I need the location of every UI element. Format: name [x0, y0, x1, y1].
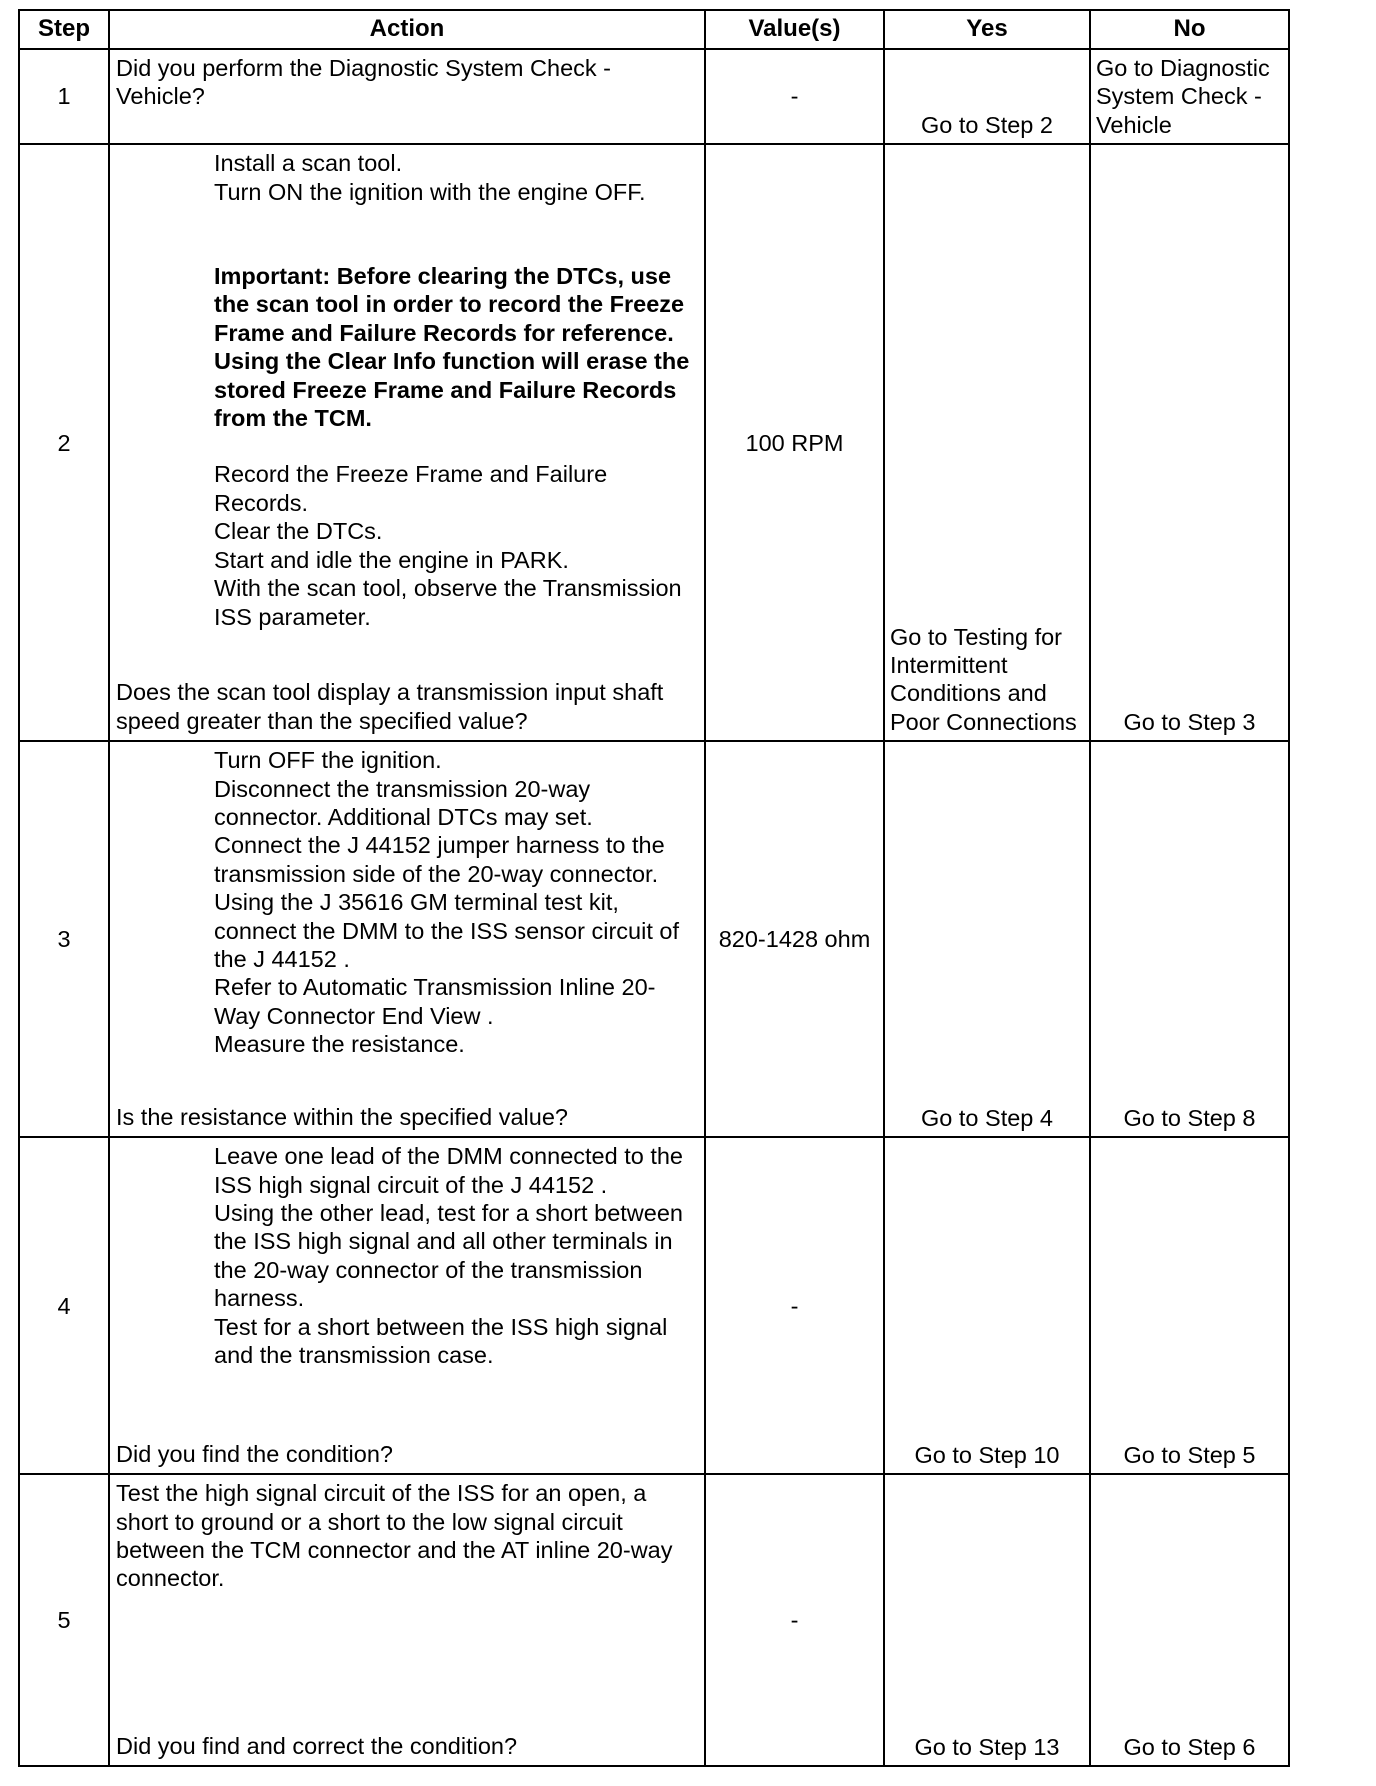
value-cell: 100 RPM — [705, 144, 884, 741]
action-cell — [109, 1137, 705, 1474]
action-line: Using the other lead, test for a short between the ISS high signal and all other terminals in the 20-way connector of the transmission harness. — [214, 1200, 683, 1312]
action-text: Test the high signal circuit of the ISS for an open, a short to ground or a short to the low signal circuit between the TCM connector and the AT inline 20-way connector. — [116, 1480, 673, 1592]
header-row — [19, 10, 1289, 49]
action-line: Leave one lead of the DMM connected to the ISS high signal circuit of the J 44152 . — [214, 1143, 684, 1198]
no-cell: Go to Diagnostic System Check - Vehicle — [1090, 49, 1289, 144]
yes-cell: Go to Step 10 — [884, 1137, 1090, 1474]
no-cell: Go to Step 6 — [1090, 1474, 1289, 1766]
action-line: Install a scan tool. — [214, 150, 403, 177]
action-line: Using the J 35616 GM terminal test kit, connect the DMM to the ISS sensor circuit of the J 44152 . — [214, 889, 679, 973]
diagnostic-table — [18, 9, 1290, 1767]
header-no: No — [1090, 10, 1289, 49]
step-number: 4 — [19, 1137, 109, 1474]
yes-cell: Go to Testing for Intermittent Conditions and Poor Connections — [884, 144, 1090, 741]
action-line: Turn OFF the ignition. — [214, 747, 442, 774]
yes-cell: Go to Step 2 — [884, 49, 1090, 144]
table-row — [19, 741, 1289, 1137]
action-cell — [109, 1474, 705, 1766]
header-values: Value(s) — [705, 10, 884, 49]
action-line: Start and idle the engine in PARK. — [214, 546, 569, 573]
header-step: Step — [19, 10, 109, 49]
action-line: Clear the DTCs. — [214, 518, 383, 545]
action-line: Connect the J 44152 jumper harness to the transmission side of the 20-way connector. — [214, 832, 665, 887]
value-cell: - — [705, 1474, 884, 1766]
action-line: Record the Freeze Frame and Failure Records. — [214, 461, 608, 516]
question-text: Did you find and correct the condition? — [116, 1732, 518, 1759]
table-row — [19, 49, 1289, 144]
step-number: 3 — [19, 741, 109, 1137]
action-line: With the scan tool, observe the Transmission ISS parameter. — [214, 575, 682, 630]
action-line: Refer to Automatic Transmission Inline 20-Way Connector End View . — [214, 974, 656, 1029]
no-cell: Go to Step 5 — [1090, 1137, 1289, 1474]
step-number: 1 — [19, 49, 109, 144]
question-text: Did you find the condition? — [116, 1440, 393, 1467]
action-cell — [109, 49, 705, 144]
action-line: Disconnect the transmission 20-way connector. Additional DTCs may set. — [214, 775, 593, 831]
header-action: Action — [109, 10, 705, 49]
question-text: Is the resistance within the specified value? — [116, 1103, 568, 1130]
action-line: Measure the resistance. — [214, 1031, 465, 1058]
no-cell: Go to Step 8 — [1090, 741, 1289, 1137]
step-number: 5 — [19, 1474, 109, 1766]
yes-cell: Go to Step 13 — [884, 1474, 1090, 1766]
table-row — [19, 144, 1289, 741]
value-cell: - — [705, 49, 884, 144]
yes-cell: Go to Step 4 — [884, 741, 1090, 1137]
action-line: Turn ON the ignition with the engine OFF. — [214, 178, 646, 205]
table-row — [19, 1474, 1289, 1766]
question-text: Does the scan tool display a transmission input shaft speed greater than the specified value? — [116, 679, 664, 734]
header-yes: Yes — [884, 10, 1090, 49]
important-note: Important: Before clearing the DTCs, use the scan tool in order to record the Freeze Frame and Failure Records for reference. Using the Clear Info function will erase the stored Freeze Frame and Failure Records from the TCM. — [214, 263, 690, 432]
action-line: Test for a short between the ISS high signal and the transmission case. — [214, 1313, 668, 1369]
table-row — [19, 1137, 1289, 1474]
value-cell: - — [705, 1137, 884, 1474]
action-cell — [109, 741, 705, 1137]
step-number: 2 — [19, 144, 109, 741]
action-text: Did you perform the Diagnostic System Check - Vehicle? — [116, 55, 611, 110]
no-cell: Go to Step 3 — [1090, 144, 1289, 741]
action-cell — [109, 144, 705, 741]
value-cell: 820-1428 ohm — [705, 741, 884, 1137]
